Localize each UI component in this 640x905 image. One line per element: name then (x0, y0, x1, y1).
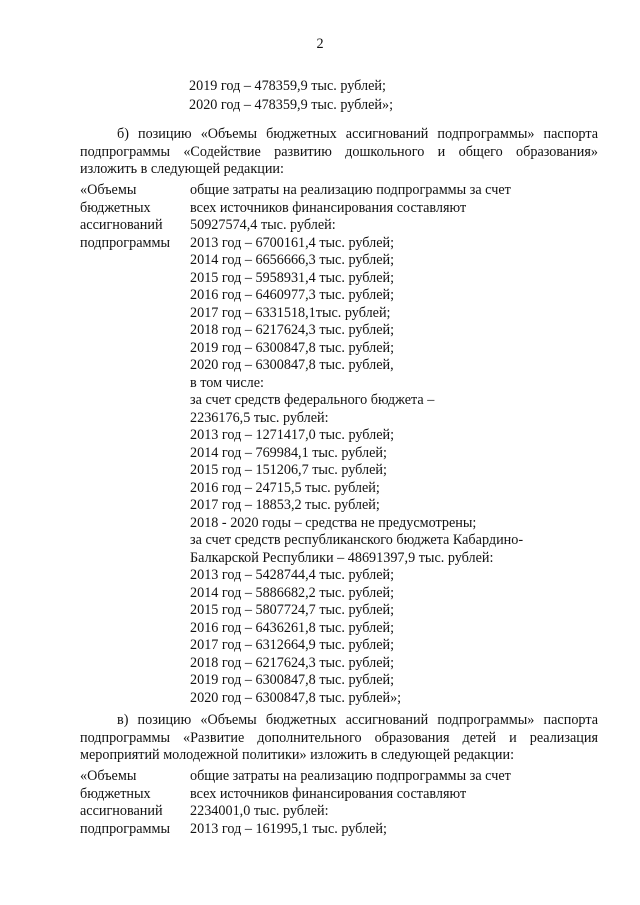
page-number: 2 (316, 36, 324, 52)
content-line: Балкарской Республики – 48691397,9 тыс. рублей: (190, 549, 494, 566)
content-line: общие затраты на реализацию подпрограммы за счет (190, 768, 511, 784)
content-line: за счет средств республиканского бюджета Кабардино- (190, 532, 524, 548)
block-label (80, 182, 185, 252)
paragraph-v (80, 712, 598, 765)
paragraph-line: б) позицию «Объемы бюджетных ассигнований подпрограммы» паспорта (117, 126, 598, 142)
content-line: 2014 год – 769984,1 тыс. рублей; (190, 444, 387, 461)
content-line: в том числе: (190, 374, 264, 391)
label-line: ассигнований (80, 803, 163, 819)
content-line: всех источников финансирования составляют (190, 199, 467, 216)
content-line: 2013 год – 5428744,4 тыс. рублей; (190, 567, 395, 583)
paragraph-b (80, 126, 598, 179)
content-line: 2015 год – 5807724,7 тыс. рублей; (190, 602, 395, 618)
content-line: 2020 год – 6300847,8 тыс. рублей»; (190, 689, 402, 706)
intro-line: 2020 год – 478359,9 тыс. рублей»; (189, 97, 394, 113)
content-line: 2234001,0 тыс. рублей: (190, 803, 329, 819)
label-line: подпрограммы (80, 234, 170, 251)
block-label (80, 768, 185, 838)
label-line: ассигнований (80, 217, 163, 233)
content-line: 50927574,4 тыс. рублей: (190, 217, 336, 233)
content-line: 2015 год – 5958931,4 тыс. рублей; (190, 269, 395, 286)
content-line: 2019 год – 6300847,8 тыс. рублей; (190, 339, 395, 356)
content-line: 2013 год – 161995,1 тыс. рублей; (190, 820, 387, 837)
content-line: 2016 год – 6460977,3 тыс. рублей; (190, 287, 395, 303)
content-line: за счет средств федерального бюджета – (190, 392, 435, 408)
content-line: 2236176,5 тыс. рублей: (190, 409, 329, 426)
content-line: 2019 год – 6300847,8 тыс. рублей; (190, 672, 395, 688)
content-line: 2018 год – 6217624,3 тыс. рублей; (190, 654, 395, 671)
label-line: «Объемы (80, 182, 137, 198)
content-line: 2020 год – 6300847,8 тыс. рублей, (190, 357, 394, 373)
label-line: «Объемы (80, 768, 137, 784)
content-line: 2014 год – 6656666,3 тыс. рублей; (190, 252, 395, 268)
content-line: 2017 год – 6312664,9 тыс. рублей; (190, 637, 395, 653)
paragraph-line: мероприятий молодежной политики» изложить в следующей редакции: (80, 747, 515, 763)
block-content (190, 768, 600, 838)
intro-line: 2019 год – 478359,9 тыс. рублей; (189, 78, 386, 94)
content-line: 2017 год – 6331518,1тыс. рублей; (190, 304, 391, 321)
content-line: всех источников финансирования составляют (190, 785, 467, 802)
label-line: бюджетных (80, 199, 151, 216)
content-line: 2016 год – 24715,5 тыс. рублей; (190, 479, 380, 496)
label-line: бюджетных (80, 785, 151, 802)
block-content (190, 182, 600, 707)
content-line: 2015 год – 151206,7 тыс. рублей; (190, 462, 387, 478)
content-line: 2016 год – 6436261,8 тыс. рублей; (190, 619, 395, 636)
paragraph-line: изложить в следующей редакции: (80, 161, 284, 177)
label-line: подпрограммы (80, 820, 170, 837)
content-line: 2017 год – 18853,2 тыс. рублей; (190, 497, 380, 513)
content-line: общие затраты на реализацию подпрограммы за счет (190, 182, 511, 198)
content-line: 2013 год – 6700161,4 тыс. рублей; (190, 234, 395, 251)
content-line: 2018 год – 6217624,3 тыс. рублей; (190, 322, 395, 338)
paragraph-line: подпрограммы «Содействие развитию дошкольного и общего образования» (80, 143, 598, 160)
content-line: 2018 - 2020 годы – средства не предусмотрены; (190, 514, 477, 531)
paragraph-line: подпрограммы «Развитие дополнительного образования детей и реализация (80, 729, 598, 746)
content-line: 2013 год – 1271417,0 тыс. рублей; (190, 427, 395, 443)
content-line: 2014 год – 5886682,2 тыс. рублей; (190, 584, 395, 601)
paragraph-line: в) позицию «Объемы бюджетных ассигнований подпрограммы» паспорта (117, 712, 598, 728)
